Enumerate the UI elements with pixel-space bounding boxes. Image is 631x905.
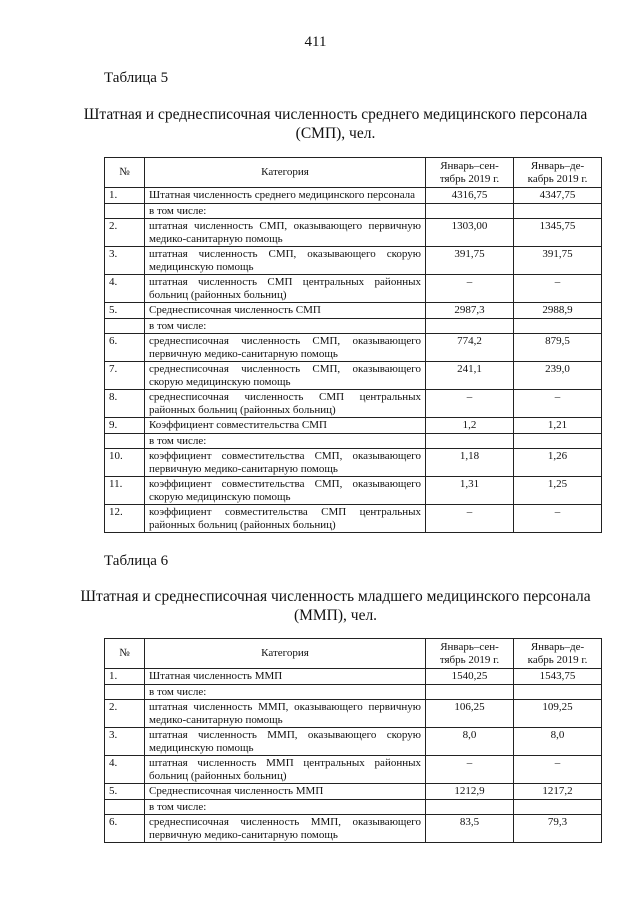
table-row (105, 728, 602, 756)
row-value-sep-cell (426, 433, 514, 449)
table-row (105, 505, 602, 533)
row-category-cell: штатная численность СМП центральных районных больниц (районных больниц) (145, 275, 426, 303)
table-row (105, 700, 602, 728)
row-category-cell: штатная численность СМП, оказывающего скорую медицинскую помощь (145, 247, 426, 275)
row-value-sep-cell: 1,18 (426, 449, 514, 477)
row-value-dec-cell: 1543,75 (514, 669, 602, 685)
row-category-cell: Штатная численность ММП (145, 669, 426, 685)
row-value-sep-cell: 391,75 (426, 247, 514, 275)
row-number-cell: 6. (105, 334, 145, 362)
row-value-sep-cell: 1540,25 (426, 669, 514, 685)
row-value-sep-cell: 1212,9 (426, 784, 514, 800)
row-number-cell: 5. (105, 303, 145, 319)
row-number-cell: 1. (105, 669, 145, 685)
row-value-sep-cell: – (426, 505, 514, 533)
row-number-cell: 2. (105, 700, 145, 728)
table6-header-col1: Январь–сен-тябрь 2019 г. (426, 639, 514, 669)
table-row (105, 390, 602, 418)
row-category-cell: Среднесписочная численность ММП (145, 784, 426, 800)
row-value-sep-cell: – (426, 756, 514, 784)
table-row (105, 334, 602, 362)
table-row (105, 799, 602, 815)
row-value-dec-cell: – (514, 390, 602, 418)
row-value-dec-cell: 1217,2 (514, 784, 602, 800)
row-value-dec-cell (514, 433, 602, 449)
row-value-dec-cell: 2988,9 (514, 303, 602, 319)
row-value-sep-cell: 8,0 (426, 728, 514, 756)
table-row (105, 188, 602, 204)
row-number-cell: 11. (105, 477, 145, 505)
row-category-cell: Коэффициент совместительства СМП (145, 418, 426, 434)
row-number-cell (105, 203, 145, 219)
table6-header-num: № (105, 639, 145, 669)
row-number-cell: 3. (105, 728, 145, 756)
row-value-dec-cell: – (514, 756, 602, 784)
row-value-sep-cell (426, 684, 514, 700)
table5-title (60, 105, 611, 143)
row-number-cell (105, 318, 145, 334)
row-value-sep-cell: – (426, 390, 514, 418)
row-value-dec-cell: 879,5 (514, 334, 602, 362)
row-number-cell (105, 433, 145, 449)
table5-header-num: № (105, 158, 145, 188)
row-value-sep-cell: 774,2 (426, 334, 514, 362)
row-value-dec-cell: 239,0 (514, 362, 602, 390)
row-number-cell: 7. (105, 362, 145, 390)
table5-caption: Таблица 5 (104, 70, 169, 86)
row-number-cell: 4. (105, 756, 145, 784)
table5-header-col2: Январь–де-кабрь 2019 г. (514, 158, 602, 188)
row-value-dec-cell (514, 318, 602, 334)
row-category-cell: среднесписочная численность СМП центральных районных больниц (районных больниц) (145, 390, 426, 418)
row-category-cell: в том числе: (145, 684, 426, 700)
row-number-cell: 3. (105, 247, 145, 275)
row-value-sep-cell: 106,25 (426, 700, 514, 728)
row-number-cell: 9. (105, 418, 145, 434)
row-value-dec-cell: 109,25 (514, 700, 602, 728)
page-number: 411 (304, 34, 327, 50)
row-value-dec-cell (514, 203, 602, 219)
row-value-dec-cell: – (514, 275, 602, 303)
row-category-cell: среднесписочная численность СМП, оказывающего скорую медицинскую помощь (145, 362, 426, 390)
row-value-sep-cell: 1,2 (426, 418, 514, 434)
row-category-cell: коэффициент совместительства СМП, оказывающего скорую медицинскую помощь (145, 477, 426, 505)
row-category-cell: штатная численность ММП, оказывающего скорую медицинскую помощь (145, 728, 426, 756)
row-category-cell: в том числе: (145, 433, 426, 449)
table5-header-category: Категория (145, 158, 426, 188)
table6-title-line1: Штатная и среднесписочная численность младшего медицинского персонала (80, 588, 591, 605)
row-value-sep-cell: 83,5 (426, 815, 514, 843)
row-value-dec-cell: 391,75 (514, 247, 602, 275)
table5-header-col1: Январь–сен-тябрь 2019 г. (426, 158, 514, 188)
table6-header-col2: Январь–де-кабрь 2019 г. (514, 639, 602, 669)
table-row (105, 303, 602, 319)
row-value-dec-cell: 8,0 (514, 728, 602, 756)
row-value-dec-cell: 79,3 (514, 815, 602, 843)
row-category-cell: штатная численность ММП центральных районных больниц (районных больниц) (145, 756, 426, 784)
row-value-sep-cell: 241,1 (426, 362, 514, 390)
row-number-cell: 12. (105, 505, 145, 533)
row-value-sep-cell (426, 203, 514, 219)
row-number-cell: 8. (105, 390, 145, 418)
row-value-dec-cell: 1345,75 (514, 219, 602, 247)
table-row (105, 318, 602, 334)
row-value-dec-cell (514, 684, 602, 700)
row-category-cell: среднесписочная численность ММП, оказывающего первичную медико-санитарную помощь (145, 815, 426, 843)
table-row (105, 784, 602, 800)
row-category-cell: коэффициент совместительства СМП центральных районных больниц (районных больниц) (145, 505, 426, 533)
table6-caption: Таблица 6 (104, 553, 169, 569)
table-row (105, 449, 602, 477)
row-value-sep-cell: 2987,3 (426, 303, 514, 319)
row-number-cell: 10. (105, 449, 145, 477)
table-row (105, 247, 602, 275)
table-row (105, 433, 602, 449)
table-row (105, 203, 602, 219)
row-value-sep-cell (426, 318, 514, 334)
row-value-dec-cell: 1,21 (514, 418, 602, 434)
row-category-cell: в том числе: (145, 318, 426, 334)
table5-header-row (105, 158, 602, 188)
row-number-cell (105, 799, 145, 815)
row-category-cell: штатная численность СМП, оказывающего первичную медико-санитарную помощь (145, 219, 426, 247)
table6-header-row (105, 639, 602, 669)
row-number-cell: 4. (105, 275, 145, 303)
row-category-cell: Среднесписочная численность СМП (145, 303, 426, 319)
table5-title-line2: (СМП), чел. (295, 125, 376, 142)
row-number-cell: 6. (105, 815, 145, 843)
row-category-cell: в том числе: (145, 799, 426, 815)
row-value-dec-cell: 1,26 (514, 449, 602, 477)
table-row (105, 275, 602, 303)
row-value-sep-cell (426, 799, 514, 815)
table5 (104, 157, 602, 533)
row-value-sep-cell: – (426, 275, 514, 303)
row-value-dec-cell: 1,25 (514, 477, 602, 505)
table-row (105, 815, 602, 843)
row-category-cell: в том числе: (145, 203, 426, 219)
table-row (105, 219, 602, 247)
row-number-cell: 5. (105, 784, 145, 800)
table6-header-category: Категория (145, 639, 426, 669)
row-number-cell: 2. (105, 219, 145, 247)
row-value-sep-cell: 1,31 (426, 477, 514, 505)
row-value-dec-cell (514, 799, 602, 815)
row-value-sep-cell: 4316,75 (426, 188, 514, 204)
row-value-dec-cell: – (514, 505, 602, 533)
table6-title-line2: (ММП), чел. (293, 607, 378, 624)
table-row (105, 684, 602, 700)
row-category-cell: среднесписочная численность СМП, оказывающего первичную медико-санитарную помощь (145, 334, 426, 362)
row-number-cell (105, 684, 145, 700)
row-value-sep-cell: 1303,00 (426, 219, 514, 247)
row-category-cell: Штатная численность среднего медицинского персонала (145, 188, 426, 204)
table6 (104, 638, 602, 843)
table5-title-line1: Штатная и среднесписочная численность среднего медицинского персонала (83, 106, 588, 123)
row-value-dec-cell: 4347,75 (514, 188, 602, 204)
table-row (105, 418, 602, 434)
table-row (105, 756, 602, 784)
row-number-cell: 1. (105, 188, 145, 204)
row-category-cell: коэффициент совместительства СМП, оказывающего первичную медико-санитарную помощь (145, 449, 426, 477)
table6-title (60, 587, 611, 625)
row-category-cell: штатная численность ММП, оказывающего первичную медико-санитарную помощь (145, 700, 426, 728)
table-row (105, 362, 602, 390)
table-row (105, 477, 602, 505)
table-row (105, 669, 602, 685)
